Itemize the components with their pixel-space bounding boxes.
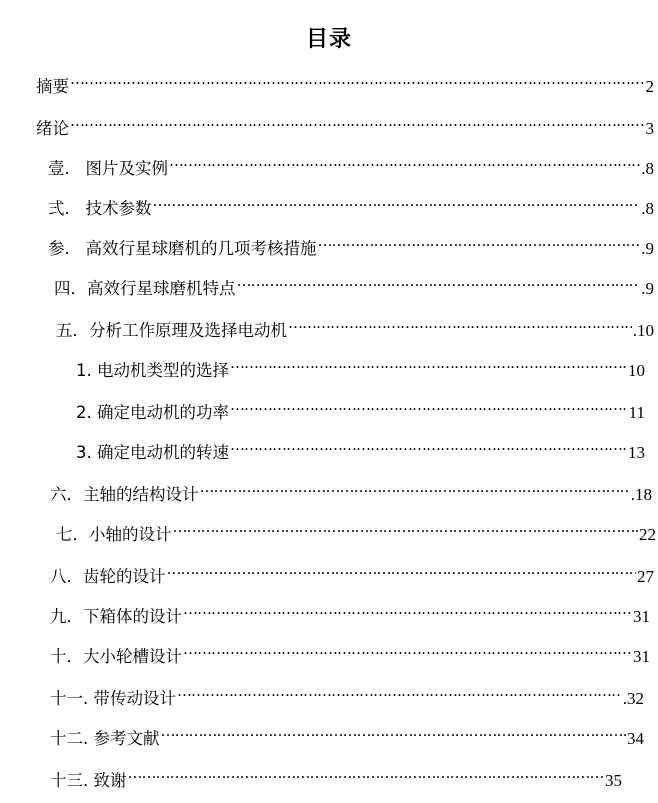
toc-entry-page: .8: [641, 159, 654, 178]
toc-leader-dots: [183, 596, 632, 622]
toc-leader-dots: [152, 188, 640, 214]
toc-entry-page: .9: [641, 279, 654, 298]
toc-entry-page: 31: [633, 607, 650, 626]
toc-entry-label: 参. 高效行星球磨机的几项考核措施: [48, 239, 317, 258]
toc-entry: [50, 718, 644, 748]
toc-leader-dots: [128, 760, 605, 786]
toc-entry-label: 四．高效行星球磨机特点: [54, 279, 236, 298]
toc-entry-page: .32: [622, 689, 644, 708]
toc-entry-page: .8: [641, 199, 654, 218]
toc-entry-page: 31: [633, 647, 650, 666]
toc-entry-label: 七．小轴的设计: [56, 525, 172, 544]
toc-leader-dots: [317, 228, 640, 254]
toc-entry-label: 2. 确定电动机的功率: [76, 403, 229, 422]
toc-entry-label: 十一. 带传动设计: [50, 689, 176, 708]
toc-entry: [36, 66, 654, 96]
toc-leader-dots: [288, 310, 632, 336]
toc-title: 目录: [305, 27, 352, 52]
toc-leader-dots: [70, 66, 645, 92]
toc-entry: [56, 310, 654, 340]
toc-leader-dots: [177, 678, 622, 704]
toc-entry: [56, 514, 656, 544]
toc-entry-page: 34: [627, 729, 644, 748]
toc-entry-label: 绪论: [36, 119, 69, 138]
toc-leader-dots: [237, 268, 641, 294]
toc-entry-page: 11: [628, 403, 645, 422]
toc-entry: [76, 432, 645, 462]
toc-entry-page: 2: [645, 77, 654, 96]
toc-entry: [50, 636, 650, 666]
toc-leader-dots: [167, 556, 637, 582]
toc-entry-page: 3: [645, 119, 654, 138]
toc-entry-label: 十二. 参考文献: [50, 729, 160, 748]
toc-leader-dots: [161, 718, 627, 744]
toc-entry-page: 13: [628, 443, 645, 462]
toc-entry-page: 22: [639, 525, 656, 544]
toc-entry-label: 六．主轴的结构设计: [50, 485, 199, 504]
toc-entry: [48, 228, 654, 258]
toc-entry: [54, 268, 654, 298]
toc-leader-dots: [169, 148, 640, 174]
toc-entry: [48, 188, 654, 218]
toc-entry-page: 35: [605, 771, 622, 790]
toc-entry: [50, 678, 644, 708]
toc-entry-label: 弍. 技术参数: [48, 199, 152, 218]
toc-leader-dots: [230, 350, 627, 376]
toc-leader-dots: [183, 636, 632, 662]
toc-entry-label: 3. 确定电动机的转速: [76, 443, 229, 462]
toc-entry-page: .9: [641, 239, 654, 258]
toc-entry-label: 八．齿轮的设计: [50, 567, 166, 586]
toc-entry-label: 十三. 致谢: [50, 771, 127, 790]
toc-entry: [76, 350, 645, 380]
toc-entry-page: .10: [632, 321, 654, 340]
toc-entry: [50, 760, 622, 790]
toc-entry-label: 九．下箱体的设计: [50, 607, 182, 626]
toc-entry-page: 10: [628, 361, 645, 380]
toc-leader-dots: [70, 108, 645, 134]
toc-entry-label: 摘要: [36, 77, 69, 96]
toc-entry: [50, 556, 654, 586]
toc-entry: [36, 108, 654, 138]
toc-entry: [50, 474, 652, 504]
toc-entry-page: .18: [630, 485, 652, 504]
toc-entry: [48, 148, 654, 178]
toc-leader-dots: [230, 432, 627, 458]
toc-leader-dots: [230, 392, 628, 418]
toc-entry-label: 壹. 图片及实例: [48, 159, 168, 178]
toc-entry-page: 27: [637, 567, 654, 586]
toc-entry-label: 十．大小轮槽设计: [50, 647, 182, 666]
toc-entry: [76, 392, 645, 422]
toc-entry: [50, 596, 650, 626]
toc-entry-label: 五．分析工作原理及选择电动机: [56, 321, 287, 340]
toc-entry-label: 1. 电动机类型的选择: [76, 361, 229, 380]
toc-leader-dots: [200, 474, 630, 500]
toc-leader-dots: [173, 514, 639, 540]
